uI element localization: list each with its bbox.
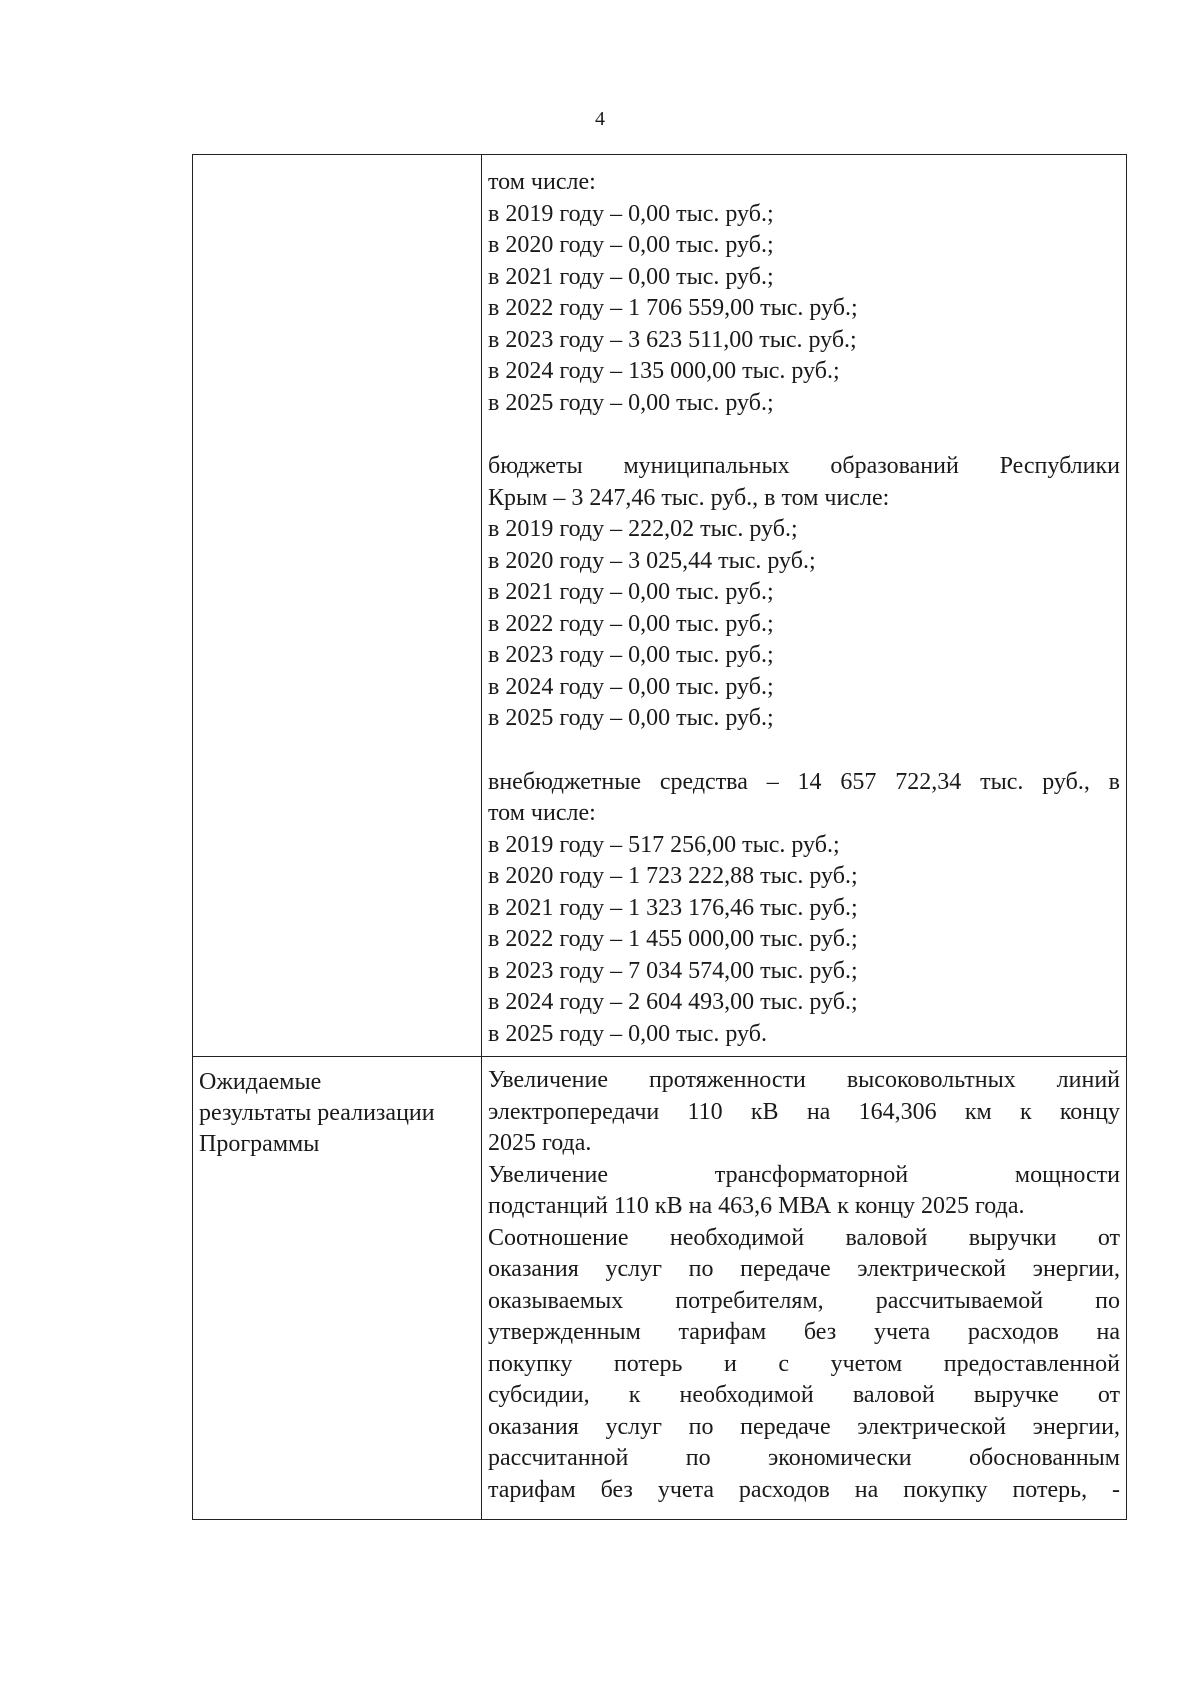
results-line: покупку потерь и с учетом предоставленной: [488, 1350, 1120, 1377]
municipal-budget-total: Крым – 3 247,46 тыс. руб., в том числе:: [488, 484, 890, 511]
results-line: субсидии, к необходимой валовой выручке от: [488, 1382, 1120, 1408]
results-line: Соотношение необходимой валовой выручки от: [488, 1224, 1120, 1251]
row-label-cell: [193, 155, 482, 1057]
results-line: 2025 года.: [488, 1130, 592, 1156]
results-line: рассчитанной по экономически обоснованным: [488, 1445, 1120, 1471]
municipal-budget-block: [488, 451, 1120, 735]
year-line: в 2022 году – 0,00 тыс. руб.;: [488, 610, 774, 637]
table-row: [193, 155, 1127, 1057]
extrabudgetary-block: [488, 767, 1120, 1051]
expected-results-content-cell: [482, 1057, 1127, 1520]
year-line: в 2024 году – 135 000,00 тыс. руб.;: [488, 358, 840, 384]
spacer: [488, 735, 1120, 767]
year-line: в 2019 году – 0,00 тыс. руб.;: [488, 200, 774, 227]
results-line: Увеличение трансформаторной мощности: [488, 1161, 1120, 1188]
table-row: [193, 1057, 1127, 1520]
label-line: результаты реализации: [199, 1100, 435, 1126]
year-line: в 2022 году – 1 455 000,00 тыс. руб.;: [488, 926, 858, 952]
year-line: в 2023 году – 7 034 574,00 тыс. руб.;: [488, 957, 858, 984]
expected-results-label-cell: [193, 1057, 482, 1520]
label-line: Программы: [199, 1131, 320, 1157]
funding-content-cell: [482, 155, 1127, 1057]
page-number: 4: [595, 108, 605, 130]
label-line: Ожидаемые: [199, 1069, 322, 1095]
municipal-budget-heading: бюджеты муниципальных образований Республики: [488, 453, 1120, 479]
year-line: в 2025 году – 0,00 тыс. руб.;: [488, 705, 774, 731]
results-line: Увеличение протяженности высоковольтных линий: [488, 1067, 1120, 1093]
results-line: электропередачи 110 кВ на 164,306 км к концу: [488, 1098, 1120, 1125]
program-passport-table: [192, 154, 1127, 1520]
year-line: в 2020 году – 1 723 222,88 тыс. руб.;: [488, 863, 858, 889]
year-line: в 2022 году – 1 706 559,00 тыс. руб.;: [488, 295, 858, 321]
year-line: в 2025 году – 0,00 тыс. руб.: [488, 1020, 767, 1047]
year-line: в 2025 году – 0,00 тыс. руб.;: [488, 389, 774, 416]
results-line: оказываемых потребителям, рассчитываемой по: [488, 1287, 1120, 1314]
year-line: в 2021 году – 1 323 176,46 тыс. руб.;: [488, 894, 858, 921]
year-line: в 2021 году – 0,00 тыс. руб.;: [488, 579, 774, 605]
intro-line: том числе:: [488, 169, 596, 195]
year-line: в 2024 году – 0,00 тыс. руб.;: [488, 673, 774, 700]
year-line: в 2023 году – 3 623 511,00 тыс. руб.;: [488, 326, 857, 353]
results-line: подстанций 110 кВ на 463,6 МВА к концу 2025 года.: [488, 1193, 1025, 1219]
extrabudgetary-heading: внебюджетные средства – 14 657 722,34 тыс. руб., в: [488, 768, 1120, 795]
spacer: [488, 419, 1120, 451]
year-line: в 2020 году – 3 025,44 тыс. руб.;: [488, 547, 816, 574]
year-line: в 2020 году – 0,00 тыс. руб.;: [488, 232, 774, 258]
results-line: оказания услуг по передаче электрической энергии,: [488, 1413, 1120, 1440]
results-line: тарифам без учета расходов на покупку потерь, -: [488, 1476, 1120, 1503]
year-line: в 2021 году – 0,00 тыс. руб.;: [488, 263, 774, 290]
extrabudgetary-heading-cont: том числе:: [488, 800, 596, 826]
year-line: в 2023 году – 0,00 тыс. руб.;: [488, 642, 774, 668]
republic-budget-years: [488, 199, 1120, 420]
year-line: в 2019 году – 222,02 тыс. руб.;: [488, 516, 798, 542]
year-line: в 2019 году – 517 256,00 тыс. руб.;: [488, 831, 840, 858]
year-line: в 2024 году – 2 604 493,00 тыс. руб.;: [488, 989, 858, 1015]
results-line: оказания услуг по передаче электрической энергии,: [488, 1256, 1120, 1282]
results-line: утвержденным тарифам без учета расходов на: [488, 1319, 1120, 1345]
